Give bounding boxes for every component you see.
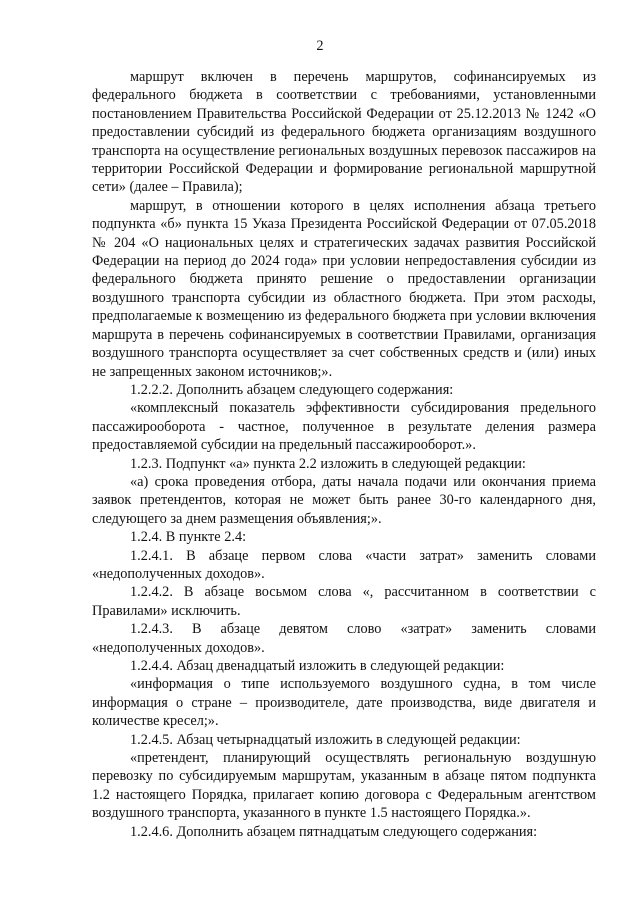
paragraph-1-2-4-2: 1.2.4.2. В абзаце восьмом слова «, рассчитанном в соответствии с Правилами» исключить. bbox=[92, 584, 596, 619]
document-body bbox=[92, 68, 596, 841]
paragraph-1-2-4-4: 1.2.4.4. Абзац двенадцатый изложить в следующей редакции: bbox=[130, 658, 505, 674]
paragraph-complex-indicator: «комплексный показатель эффективности субсидирования предельного пассажирооборота - частное, полученное в результате деления размера предоставляемой субсидии на предельный пассажирооборот.». bbox=[92, 400, 596, 454]
paragraph-1-2-3: 1.2.3. Подпункт «а» пункта 2.2 изложить в следующей редакции: bbox=[130, 455, 526, 472]
paragraph-aircraft-info: «информация о типе используемого воздушного судна, в том числе информация о стране – производителе, дате производства, виде двигателя и количестве кресел;». bbox=[92, 676, 596, 730]
paragraph-1-2-2-2: 1.2.2.2. Дополнить абзацем следующего содержания: bbox=[130, 381, 454, 398]
paragraph-applicant-contract: «претендент, планирующий осуществлять региональную воздушную перевозку по субсидируемым маршрутам, указанным в абзаце пятом подпункта 1.2 настоящего Порядка, прилагает копию договора с Федеральным агентством воздушного транспорта, указанного в пункте 1.5 настоящего Порядка.». bbox=[92, 750, 596, 822]
paragraph-1-2-4: 1.2.4. В пункте 2.4: bbox=[130, 529, 247, 546]
paragraph-selection-term: «а) срока проведения отбора, даты начала подачи или окончания приема заявок претендентов, которая не может быть ранее 30-го календарного дня, следующего за днем размещения объявления;». bbox=[92, 473, 596, 527]
paragraph-1-2-4-1: 1.2.4.1. В абзаце первом слова «части затрат» заменить словами «недополученных доходов». bbox=[92, 547, 596, 582]
page-number: 2 bbox=[316, 38, 324, 54]
paragraph-1-2-4-5: 1.2.4.5. Абзац четырнадцатый изложить в следующей редакции: bbox=[130, 731, 521, 748]
paragraph-route-regional-subsidy: маршрут, в отношении которого в целях исполнения абзаца третьего подпункта «б» пункта 15 Указа Президента Российской Федерации от 07.05.2018 № 204 «О национальных целях и стратегических задачах развития Российской Федерации на период до 2024 года» при условии непредоставления субсидии из федерального бюджета принято решение о предоставлении организации воздушного транспорта субсидии из областного бюджета. При этом расходы, предполагаемые к возмещению из федерального бюджета при условии включения маршрута в перечень софинансируемых в соответствии Правилами, организация воздушного транспорта осуществляет за счет собственных средств и (или) иных не запрещенных законом источников;». bbox=[92, 197, 596, 380]
paragraph-route-cofinanced: маршрут включен в перечень маршрутов, софинансируемых из федерального бюджета в соответствии с требованиями, установленными постановлением Правительства Российской Федерации от 25.12.2013 № 1242 «О предоставлении субсидий из федерального бюджета организациям воздушного транспорта на осуществление региональных воздушных перевозок пассажиров на территории Российской Федерации и формирование региональной маршрутной сети» (далее – Правила); bbox=[92, 69, 596, 196]
paragraph-1-2-4-6: 1.2.4.6. Дополнить абзацем пятнадцатым следующего содержания: bbox=[130, 823, 538, 840]
paragraph-1-2-4-3: 1.2.4.3. В абзаце девятом слово «затрат» заменить словами «недополученных доходов». bbox=[92, 621, 596, 656]
